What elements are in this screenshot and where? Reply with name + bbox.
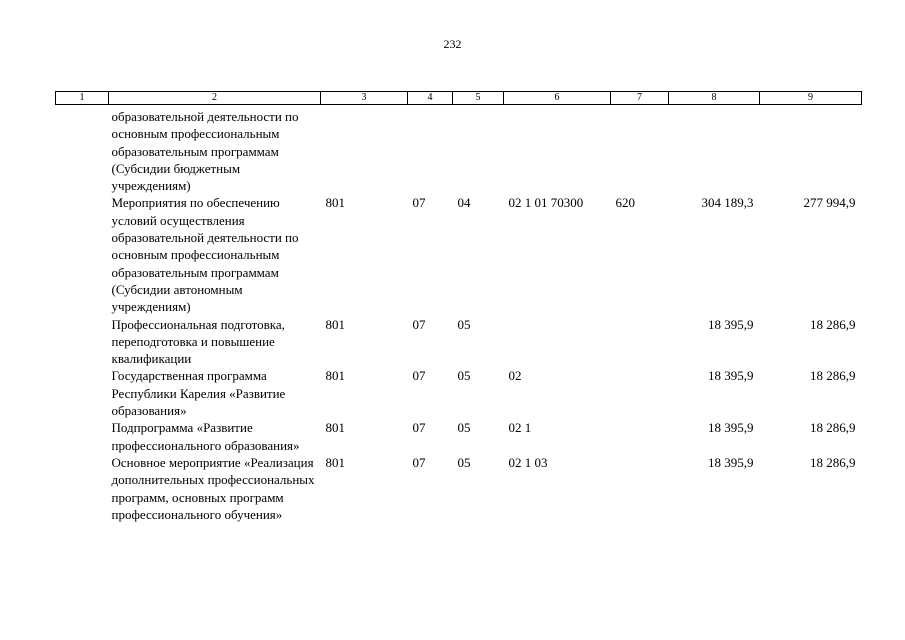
row-amount-2: 277 994,9	[803, 195, 856, 211]
row-amount-2: 18 286,9	[810, 420, 856, 436]
row-amount-1: 304 189,3	[701, 195, 754, 211]
col-header-4: 4	[408, 92, 453, 105]
col-header-5: 5	[453, 92, 504, 105]
row-expense-type	[611, 419, 669, 454]
row-target-article: 02 1	[508, 420, 532, 436]
row-admin-code: 801	[325, 454, 345, 470]
row-target-article: 02 1 01 70300	[508, 195, 584, 211]
row-amount-1: 18 395,9	[708, 420, 754, 436]
row-subsection: 05	[457, 316, 471, 332]
col-header-8: 8	[669, 92, 760, 105]
table-row	[56, 316, 862, 368]
row-expense-type: 620	[615, 195, 635, 211]
row-name: Профессиональная подготовка, переподготовка и повышение квалификации	[111, 316, 285, 367]
row-section: 07	[412, 454, 426, 470]
table-row	[56, 105, 862, 195]
table-row	[56, 419, 862, 454]
row-target-article: 02	[508, 368, 522, 384]
row-name: образовательной деятельности по основным профессиональным образовательным программам (Субсидии бюджетным учреждениям)	[111, 109, 299, 194]
col-header-3: 3	[321, 92, 408, 105]
row-amount-2	[760, 105, 862, 195]
row-subsection	[453, 105, 504, 195]
col-header-6: 6	[504, 92, 611, 105]
row-amount-2: 18 286,9	[810, 368, 856, 384]
row-amount-1	[669, 105, 760, 195]
row-subsection: 05	[457, 454, 471, 470]
row-admin-code: 801	[325, 316, 345, 332]
row-expense-type	[611, 105, 669, 195]
row-admin-code: 801	[325, 420, 345, 436]
column-number-row	[56, 92, 862, 105]
col-header-9: 9	[760, 92, 862, 105]
row-admin-code	[321, 105, 408, 195]
col-header-2: 2	[109, 92, 321, 105]
row-section	[408, 105, 453, 195]
table-row	[56, 194, 862, 315]
row-name: Основное мероприятие «Реализация дополнительных профессиональных программ, основных программ профессионального обучения»	[111, 454, 315, 522]
row-name: Государственная программа Республики Карелия «Развитие образования»	[111, 368, 286, 419]
row-expense-type	[611, 316, 669, 368]
row-subsection: 05	[457, 420, 471, 436]
table-row	[56, 454, 862, 523]
row-name: Подпрограмма «Развитие профессионального образования»	[111, 420, 300, 453]
row-section: 07	[412, 420, 426, 436]
row-subsection: 04	[457, 195, 471, 211]
row-admin-code: 801	[325, 368, 345, 384]
row-amount-1: 18 395,9	[708, 316, 754, 332]
row-amount-1: 18 395,9	[708, 368, 754, 384]
page-number: 232	[443, 37, 462, 51]
row-expense-type	[611, 454, 669, 523]
row-section: 07	[412, 368, 426, 384]
col-header-1: 1	[56, 92, 109, 105]
row-target-article	[504, 316, 611, 368]
row-target-article: 02 1 03	[508, 454, 548, 470]
row-target-article	[504, 105, 611, 195]
budget-table	[55, 91, 862, 523]
col-header-7: 7	[611, 92, 669, 105]
row-section: 07	[412, 316, 426, 332]
row-expense-type	[611, 367, 669, 419]
row-amount-1: 18 395,9	[708, 454, 754, 470]
row-subsection: 05	[457, 368, 471, 384]
row-section: 07	[412, 195, 426, 211]
row-amount-2: 18 286,9	[810, 454, 856, 470]
row-amount-2: 18 286,9	[810, 316, 856, 332]
row-admin-code: 801	[325, 195, 345, 211]
table-row	[56, 367, 862, 419]
row-name: Мероприятия по обеспечению условий осуществления образовательной деятельности по основным профессиональным образовательным программам (Субсидии автономным учреждениям)	[111, 195, 299, 315]
